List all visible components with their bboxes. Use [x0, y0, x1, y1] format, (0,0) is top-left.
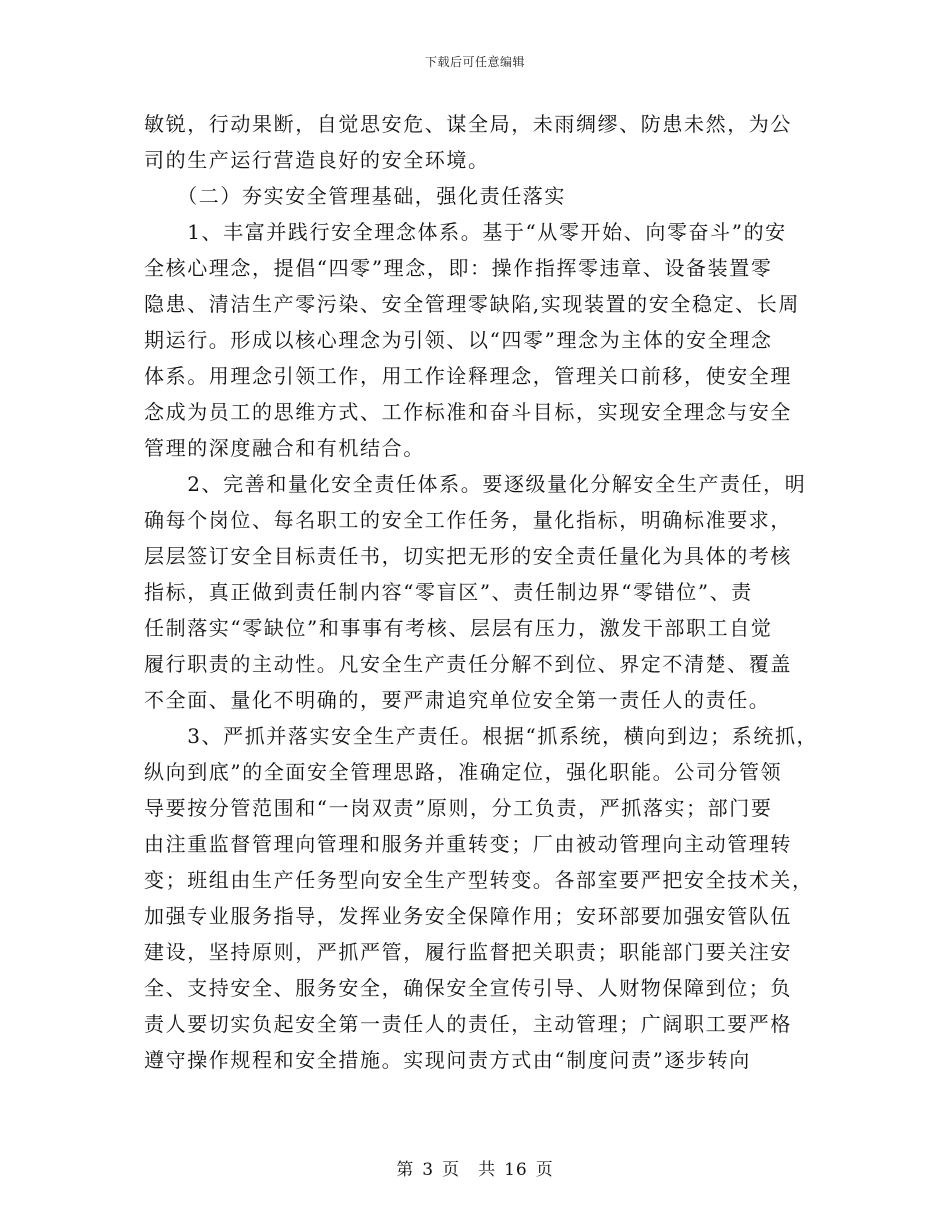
- body-line: 遵守操作规程和安全措施。实现问责方式由“制度问责”逐步转向: [144, 1048, 751, 1072]
- body-line: 3、严抓并落实安全生产责任。根据“抓系统，横向到边；系统抓，: [144, 724, 819, 748]
- body-line: 管理的深度融合和有机结合。: [144, 436, 425, 460]
- body-line: 建设，坚持原则，严抓严管，履行监督把关职责；职能部门要关注安: [144, 940, 792, 964]
- body-line: 不全面、量化不明确的，要严肃追究单位安全第一责任人的责任。: [144, 688, 771, 712]
- body-line: 加强专业服务指导，发挥业务安全保障作用；安环部要加强安管队伍: [144, 904, 792, 928]
- body-line: 2、完善和量化安全责任体系。要逐级量化分解安全生产责任，明: [144, 472, 807, 496]
- body-line: 敏锐，行动果断，自觉思安危、谋全局，未雨绸缪、防患未然，为公: [144, 112, 792, 136]
- body-line: 体系。用理念引领工作，用工作诠释理念，管理关口前移，使安全理: [144, 364, 792, 388]
- body-line: 任制落实“零缺位”和事事有考核、层层有压力，激发干部职工自觉: [144, 616, 773, 640]
- document-body: [144, 106, 834, 1078]
- body-line: 1、丰富并践行安全理念体系。基于“从零开始、向零奋斗”的安: [144, 220, 787, 244]
- body-line: 导要按分管范围和“一岗双责”原则，分工负责，严抓落实；部门要: [144, 796, 773, 820]
- body-line: 确每个岗位、每名职工的安全工作任务，量化指标，明确标准要求，: [144, 508, 792, 532]
- page-footer: [0, 1155, 950, 1180]
- footer-suffix: 页: [535, 1160, 554, 1180]
- body-line: 由注重监督管理向管理和服务并重转变；厂由被动管理向主动管理转: [144, 832, 792, 856]
- body-line: 责人要切实负起安全第一责任人的责任，主动管理；广阔职工要严格: [144, 1012, 792, 1036]
- body-line: 隐患、清洁生产零污染、安全管理零缺陷,实现装置的安全稳定、长周: [144, 292, 800, 316]
- body-line: 指标，真正做到责任制内容“零盲区”、责任制边界“零错位”、责: [144, 580, 753, 604]
- body-line: 念成为员工的思维方式、工作标准和奋斗目标，实现安全理念与安全: [144, 400, 792, 424]
- body-line: 全、支持安全、服务安全，确保安全宣传引导、人财物保障到位；负: [144, 976, 792, 1000]
- body-line: 履行职责的主动性。凡安全生产责任分解不到位、界定不清楚、覆盖: [144, 652, 792, 676]
- body-line: 司的生产运行营造良好的安全环境。: [144, 148, 490, 172]
- body-line: 纵向到底”的全面安全管理思路，准确定位，强化职能。公司分管领: [144, 760, 783, 784]
- page-number: 3: [422, 1160, 435, 1180]
- section-heading: （二）夯实安全管理基础，强化责任落实: [144, 184, 566, 208]
- page-total: 16: [504, 1160, 528, 1180]
- page-header: 下载后可任意编辑: [424, 55, 525, 69]
- body-line: 全核心理念，提倡“四零”理念，即：操作指挥零违章、设备装置零: [144, 256, 773, 280]
- footer-prefix: 第: [396, 1160, 415, 1180]
- body-line: 期运行。形成以核心理念为引领、以“四零”理念为主体的安全理念: [144, 328, 773, 352]
- body-line: 变；班组由生产任务型向安全生产型转变。各部室要严把安全技术关，: [144, 868, 814, 892]
- footer-middle: 页 共: [442, 1160, 497, 1180]
- body-line: 层层签订安全目标责任书，切实把无形的安全责任量化为具体的考核: [144, 544, 792, 568]
